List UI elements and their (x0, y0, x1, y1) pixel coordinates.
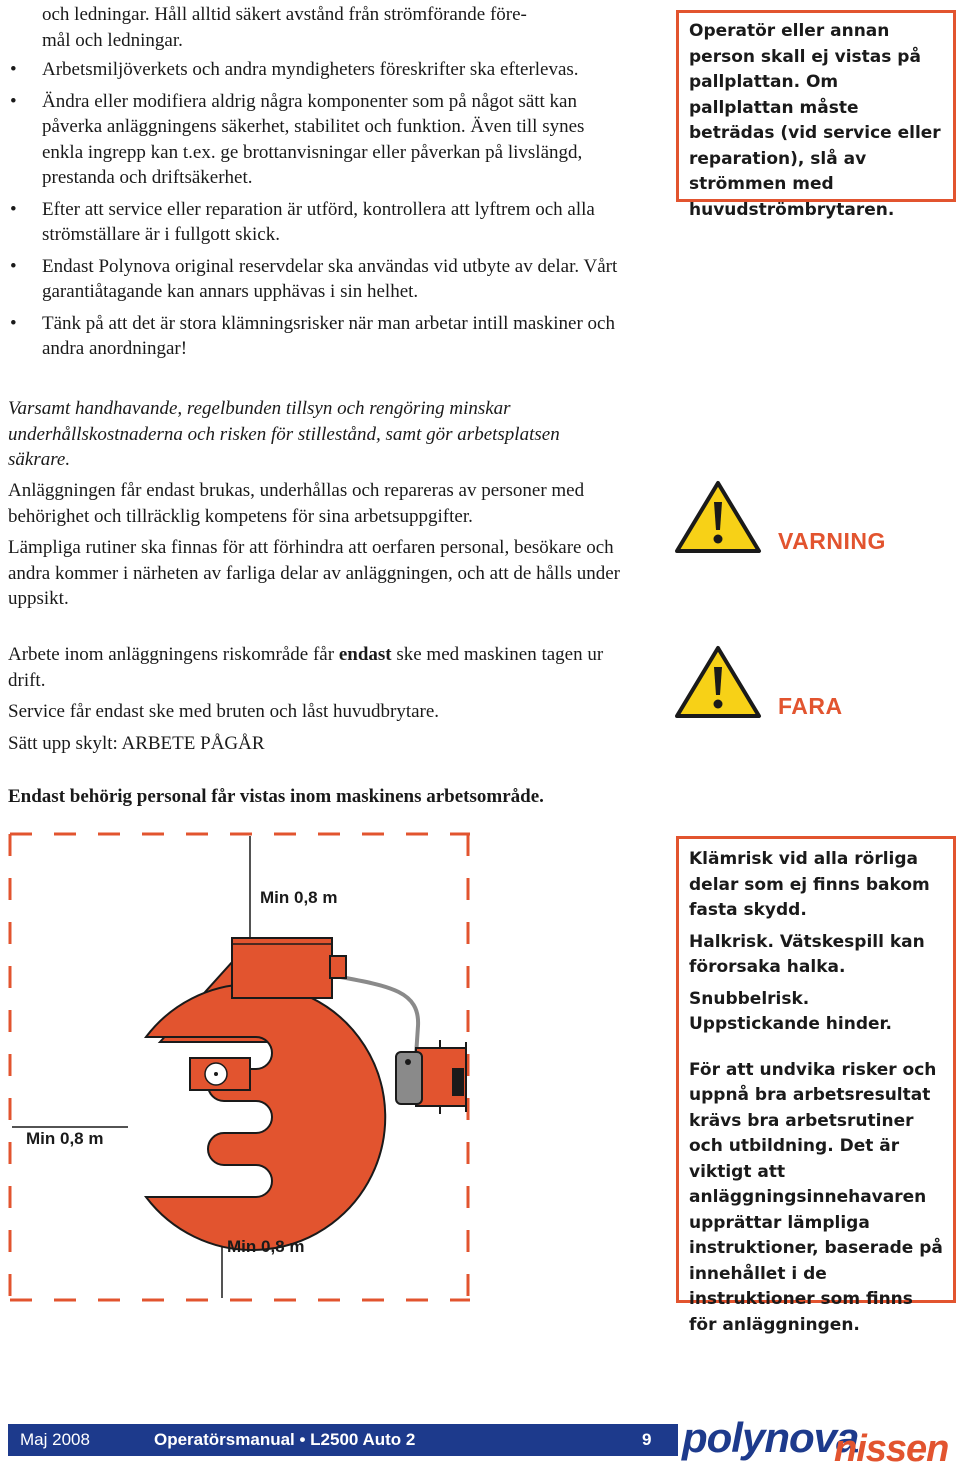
personnel-paragraph (8, 478, 628, 618)
risk-area-paragraph (8, 642, 628, 762)
distance-label-top: Min 0,8 m (260, 888, 338, 907)
safety-distance-diagram (0, 826, 480, 1306)
risk-info-box (676, 836, 956, 1335)
list-item-text: Tänk på att det är stora klämningsrisker när man arbetar intill maskiner och andra anordningar! (42, 312, 615, 359)
list-item-text: Ändra eller modifiera aldrig några komponenter som på något sätt kan påverka anläggningens säkerhet, stabilitet och funktion. Även till synes enkla ingrepp kan t.ex. ge brottanvisningar eller påverkan på livslängd, prestanda och driftsäkerhet. (42, 90, 585, 188)
pivot-center (214, 1072, 218, 1076)
list-item-text: Arbetsmiljöverkets och andra myndigheters föreskrifter ska efterlevas. (42, 59, 579, 80)
list-item (8, 254, 620, 305)
text-segment: Arbete inom anläggningens riskområde får (8, 644, 339, 665)
paragraph-text (8, 642, 628, 693)
continued-line: och ledningar. Håll alltid säkert avstånd från strömförande före- (42, 4, 527, 25)
continued-line: mål och ledningar. (42, 29, 183, 51)
list-item (8, 89, 620, 191)
polynova-logo: polynova (682, 1414, 859, 1461)
risk-item: Klämrisk vid alla rörliga delar som ej finns bakom fasta skydd. (689, 849, 930, 920)
authorized-personnel-line: Endast behörig personal får vistas inom maskinens arbetsområde. (8, 786, 544, 807)
bullet-list (8, 57, 620, 362)
emphasis-text: endast (338, 644, 392, 665)
danger-triangle-icon (674, 645, 762, 719)
risk-closing: För att undvika risker och uppnå bra arbetsresultat krävs bra arbetsrutiner och utbildning. Det är viktigt att anläggningsinnehavaren upprättar lämpliga instruktioner, baserade på innehållet i de instruktioner som finns för anläggningen. (689, 1059, 943, 1335)
text-segment: ske med maskinen tagen ur drift. (8, 644, 604, 691)
safety-instructions (8, 2, 620, 368)
list-item (8, 57, 620, 83)
list-item (8, 311, 620, 362)
turntable (146, 984, 385, 1250)
bullet-glyph: • (10, 59, 17, 80)
mast-head (232, 938, 332, 998)
bullet-glyph: • (10, 198, 17, 220)
footer-title: Operatörsmanual • L2500 Auto 2 (154, 1430, 416, 1449)
bullet-glyph: • (10, 255, 17, 277)
warning-triangle-icon (674, 480, 762, 554)
paragraph-text: Sätt upp skylt: ARBETE PÅGÅR (8, 732, 265, 754)
footer-bar (8, 1424, 678, 1456)
bullet-glyph: • (10, 312, 17, 334)
platform-warning-box (676, 10, 956, 220)
risk-item: Halkrisk. Vätskespill kan förorsaka halka. (689, 931, 925, 977)
paragraph-text: Anläggningen får endast brukas, underhållas och repareras av personer med behörighet och tillräcklig kompetens för sina arbetsuppgifter. (8, 480, 585, 527)
list-item-text: Efter att service eller reparation är utförd, kontrollera att lyftrem och alla strömställare är i fullgott skick. (42, 198, 595, 245)
nissen-logo: nissen (834, 1428, 949, 1470)
distance-label-bottom: Min 0,8 m (227, 1237, 305, 1256)
distance-label-left: Min 0,8 m (26, 1129, 104, 1148)
footer-date: Maj 2008 (20, 1430, 90, 1449)
paragraph-text: Service får endast ske med bruten och låst huvudbrytare. (8, 701, 440, 722)
bullet-glyph: • (10, 90, 17, 112)
danger-label: FARA (778, 693, 843, 719)
maintenance-note: Varsamt handhavande, regelbunden tillsyn och rengöring minskar underhållskostnaderna och risken för stillestånd, samt gör arbetsplatsen säkrare. (8, 398, 560, 470)
risk-item: Snubbelrisk. Uppstickande hinder. (689, 988, 892, 1034)
paragraph-text: Lämpliga rutiner ska finnas för att förhindra att oerfaren personal, besökare och andra kommer i närheten av farliga delar av anläggningen, och att de hålls under uppsikt. (8, 537, 620, 609)
page-number: 9 (642, 1430, 652, 1449)
platform-warning-text: Operatör eller annan person skall ej vistas på pallplattan. Om pallplattan måste beträdas (vid service eller reparation), slå av strömmen med huvudströmbrytaren. (689, 21, 941, 220)
list-item-text: Endast Polynova original reservdelar ska användas vid utbyte av delar. Vårt garantiåtagande kan annars upphävas i sin helhet. (42, 255, 618, 302)
control-handle (452, 1068, 464, 1096)
list-item (8, 197, 620, 248)
warning-label: VARNING (778, 528, 886, 554)
mast-cap (330, 956, 346, 978)
